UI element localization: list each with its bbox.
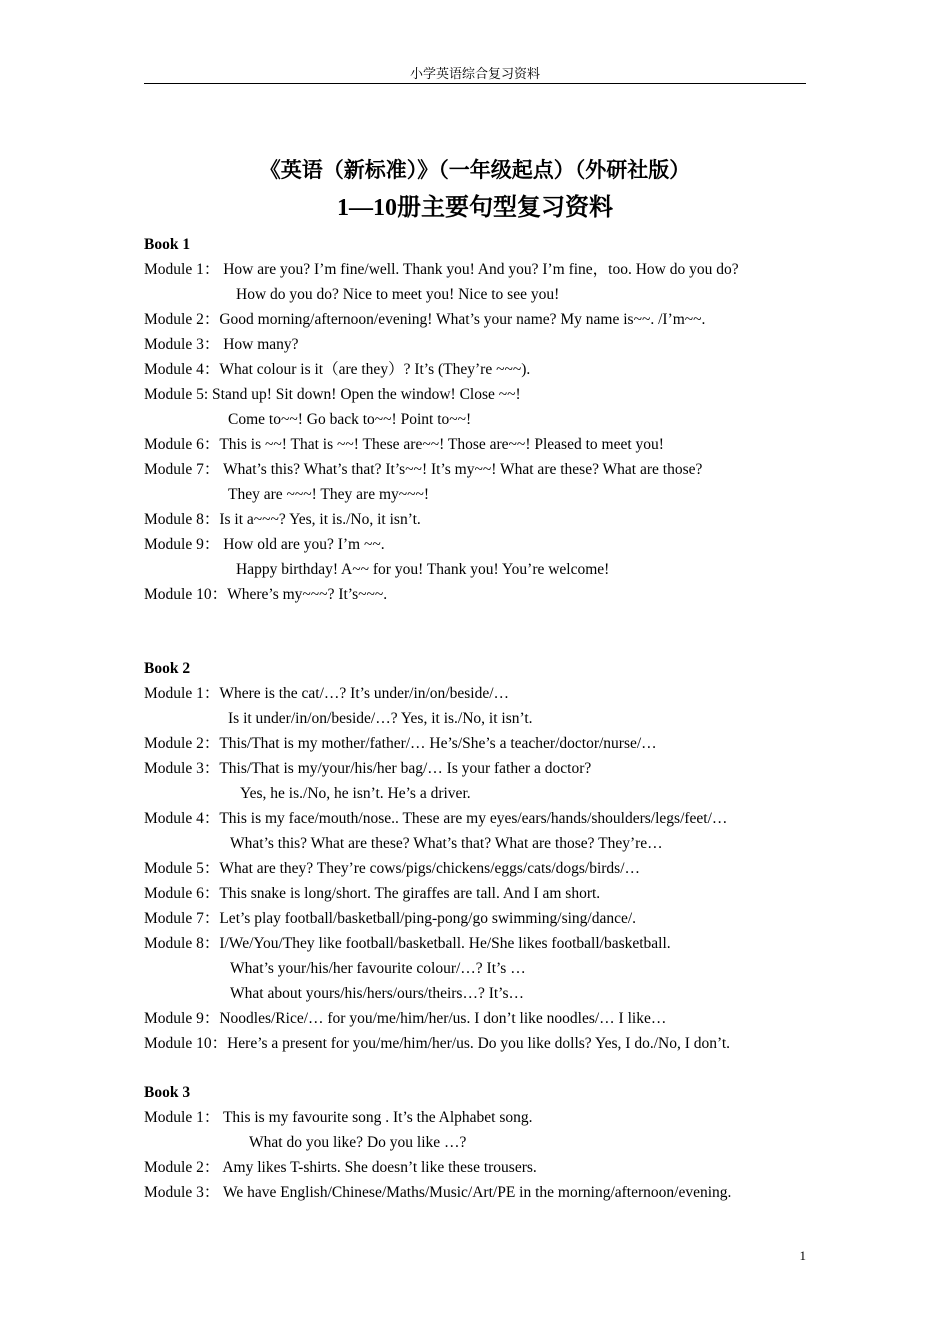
page-header: 小学英语综合复习资料: [409, 66, 540, 81]
book1-module-7-cont: They are ~~~! They are my~~~!: [228, 486, 430, 503]
book2-module-8: Module 8：I/We/You/They like football/basketball. He/She likes football/basketball.: [144, 935, 671, 952]
book1-module-5-cont: Come to~~! Go back to~~! Point to~~!: [228, 411, 472, 428]
book-1-heading: Book 1: [144, 236, 191, 253]
book1-module-10: Module 10：Where’s my~~~? It’s~~~.: [144, 586, 388, 603]
book3-module-3: Module 3： We have English/Chinese/Maths/Music/Art/PE in the morning/afternoon/evening.: [144, 1184, 732, 1201]
header-divider: [144, 83, 806, 84]
document-title: 《英语（新标准）》（一年级起点）（外研社版）: [259, 158, 691, 182]
book2-module-1-cont: Is it under/in/on/beside/…? Yes, it is./No, it isn’t.: [228, 710, 533, 727]
page-number: 1: [799, 1248, 806, 1263]
book2-module-5: Module 5：What are they? They’re cows/pigs/chickens/eggs/cats/dogs/birds/…: [144, 860, 641, 877]
book2-module-3-cont: Yes, he is./No, he isn’t. He’s a driver.: [240, 785, 471, 802]
book1-module-1-cont: How do you do? Nice to meet you! Nice to see you!: [236, 286, 560, 303]
book1-module-6: Module 6：This is ~~! That is ~~! These are~~! Those are~~! Pleased to meet you!: [144, 436, 664, 453]
book1-module-9-cont: Happy birthday! A~~ for you! Thank you! You’re welcome!: [236, 561, 610, 578]
book1-module-8: Module 8：Is it a~~~? Yes, it is./No, it isn’t.: [144, 511, 421, 528]
book-3-heading: Book 3: [144, 1084, 191, 1101]
book3-module-1: Module 1： This is my favourite song . It’s the Alphabet song.: [144, 1109, 533, 1126]
book2-module-10: Module 10：Here’s a present for you/me/him/her/us. Do you like dolls? Yes, I do./No, I don’t.: [144, 1035, 731, 1052]
book1-module-3: Module 3： How many?: [144, 336, 299, 353]
book1-module-4: Module 4：What colour is it（are they）? It’s (They’re ~~~).: [144, 361, 531, 378]
book-2-heading: Book 2: [144, 660, 191, 677]
book1-module-2: Module 2：Good morning/afternoon/evening! What’s your name? My name is~~. /I’m~~.: [144, 311, 706, 328]
book2-module-9: Module 9：Noodles/Rice/… for you/me/him/her/us. I don’t like noodles/… I like…: [144, 1010, 667, 1027]
book1-module-9: Module 9： How old are you? I’m ~~.: [144, 536, 385, 553]
book2-module-4: Module 4：This is my face/mouth/nose.. These are my eyes/ears/hands/shoulders/legs/feet/…: [144, 810, 728, 827]
book2-module-6: Module 6：This snake is long/short. The giraffes are tall. And I am short.: [144, 885, 601, 902]
book1-module-7: Module 7： What’s this? What’s that? It’s~~! It’s my~~! What are these? What are those?: [144, 461, 703, 478]
book1-module-5: Module 5: Stand up! Sit down! Open the window! Close ~~!: [144, 386, 521, 403]
book3-module-1-cont: What do you like? Do you like …?: [249, 1134, 467, 1151]
book2-module-4-cont: What’s this? What are these? What’s that? What are those? They’re…: [230, 835, 663, 852]
document-subtitle: 1—10册主要句型复习资料: [337, 195, 613, 221]
book2-module-8-cont-1: What’s your/his/her favourite colour/…? It’s …: [230, 960, 526, 977]
book3-module-2: Module 2： Amy likes T-shirts. She doesn’t like these trousers.: [144, 1159, 537, 1176]
book2-module-8-cont-2: What about yours/his/hers/ours/theirs…? It’s…: [230, 985, 525, 1002]
book2-module-7: Module 7：Let’s play football/basketball/ping-pong/go swimming/sing/dance/.: [144, 910, 637, 927]
book2-module-2: Module 2：This/That is my mother/father/… He’s/She’s a teacher/doctor/nurse/…: [144, 735, 657, 752]
book2-module-3: Module 3：This/That is my/your/his/her bag/… Is your father a doctor?: [144, 760, 592, 777]
book2-module-1: Module 1：Where is the cat/…? It’s under/in/on/beside/…: [144, 685, 510, 702]
book1-module-1: Module 1： How are you? I’m fine/well. Thank you! And you? I’m fine，too. How do you do?: [144, 261, 739, 278]
